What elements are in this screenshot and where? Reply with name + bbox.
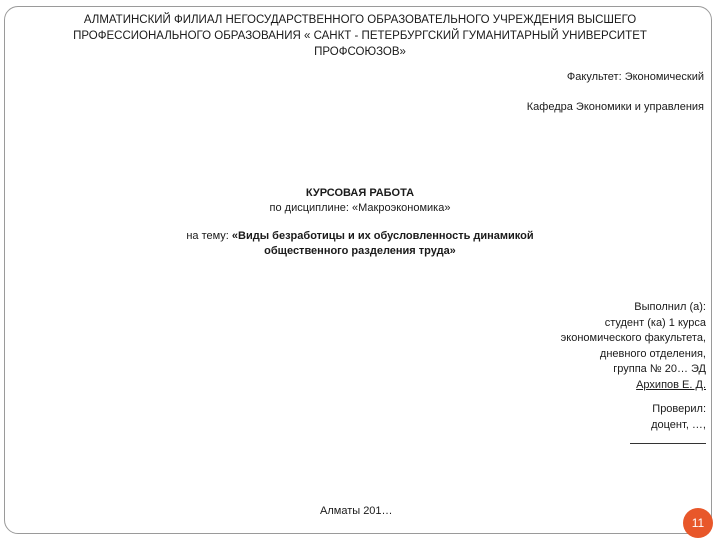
faculty-line: Факультет: Экономический <box>566 71 704 83</box>
slide-frame <box>4 6 712 534</box>
performed-line-4: группа № 20… ЭД <box>613 363 706 375</box>
city-year: Алматы 201… <box>320 505 393 517</box>
header-line-1: АЛМАТИНСКИЙ ФИЛИАЛ НЕГОСУДАРСТВЕННОГО ОБРАЗОВАТЕЛЬНОГО УЧРЕЖДЕНИЯ ВЫСШЕГО <box>83 14 637 26</box>
performed-line-3: дневного отделения, <box>599 347 706 360</box>
checked-position: доцент, …, <box>651 419 706 431</box>
performed-label: Выполнил (а): <box>634 301 706 313</box>
performed-line-1: студент (ка) 1 курса <box>604 316 706 329</box>
performed-line-2: экономического факультета, <box>560 332 706 344</box>
performed-by-block <box>506 300 706 393</box>
header-line-2: ПРОФЕССИОНАЛЬНОГО ОБРАЗОВАНИЯ « САНКТ - ПЕТЕРБУРГСКИЙ ГУМАНИТАРНЫЙ УНИВЕРСИТЕТ <box>73 30 647 42</box>
discipline: по дисциплине: «Макроэкономика» <box>269 202 451 214</box>
header-line-3: ПРОФСОЮЗОВ» <box>314 46 406 58</box>
work-type: КУРСОВАЯ РАБОТА <box>305 187 415 199</box>
topic-prefix: на тему: <box>186 230 232 242</box>
department-line: Кафедра Экономики и управления <box>526 101 704 113</box>
topic-line-1: «Виды безработицы и их обусловленность динамикой <box>231 230 534 242</box>
topic-block <box>160 229 560 259</box>
title-block <box>210 186 510 216</box>
signature-line <box>630 435 706 444</box>
institution-header <box>30 12 690 60</box>
student-name: Архипов Е. Д. <box>636 378 706 391</box>
checked-by-block <box>586 401 706 449</box>
checked-label: Проверил: <box>652 403 706 415</box>
page-number-badge: 11 <box>683 508 713 538</box>
topic-line-2: общественного разделения труда» <box>264 245 456 257</box>
